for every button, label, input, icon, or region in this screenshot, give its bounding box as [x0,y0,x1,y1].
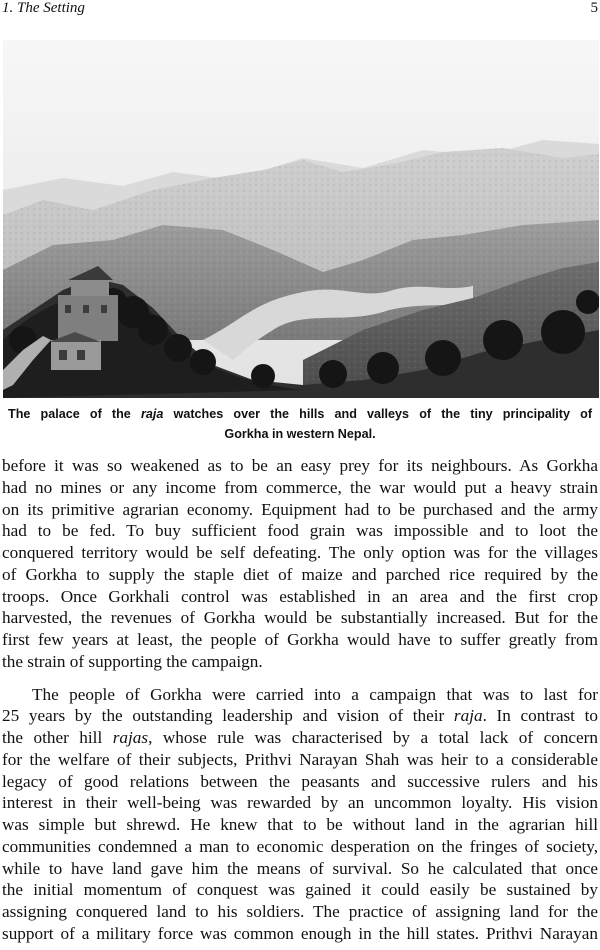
body-line: assigning conquered land to his soldiers. The practice of assigning land for the [2,902,598,921]
body-line: the initial momentum of conquest was gained it could easily be sustained by [2,880,598,900]
caption-line-1: The palace of the raja watches over the hills and valleys of the tiny principality of [8,407,593,421]
body-line: had to be fed. To buy sufficient food grain was impossible and to loot the [2,521,598,541]
body-line: interest in their well-being was rewarded by an uncommon loyalty. His vision [2,793,598,813]
paragraph-gap [2,673,598,684]
page-number: 5 [590,0,598,16]
figure-caption [8,404,592,444]
body-line: legacy of good relations between the peasants and successive rulers and his [2,771,598,791]
body-line: communities condemned a man to economic desperation on the fringes of society, [2,836,598,856]
body-line: was simple but shrewd. He knew that to be without land in the agrarian hill [2,815,598,834]
body-line: harvested, the revenues of Gorkha would be substantially increased. But for the [2,608,598,628]
body-line: first few years at least, the people of Gorkha would have to suffer greatly from [2,630,598,649]
body-line: the strain of supporting the campaign. [2,651,263,671]
body-line: The people of Gorkha were carried into a campaign that was to last for [32,684,598,704]
body-line: on its primitive agrarian economy. Equipment had to be purchased and the army [2,499,598,519]
body-line: had no mines or any income from commerce, the war would put a heavy strain [2,477,598,497]
body-line: for the welfare of their subjects, Prithvi Narayan Shah was heir to a considerable [2,749,598,769]
body-line: troops. Once Gorkhali control was established in an area and the first crop [2,586,598,606]
body-line: the other hill rajas, whose rule was characterised by a total lack of concern [2,728,598,747]
chapter-title: 1. The Setting [2,0,85,16]
running-head [2,0,598,18]
body-line: support of a military force was common enough in the hill states. Prithvi Narayan [2,923,598,943]
photograph-gorkha-palace [3,40,599,398]
body-line: before it was so weakened as to be an easy prey for its neighbours. As Gorkha [2,456,598,475]
body-line: while to have land gave him the means of survival. So he calculated that once [2,858,598,878]
caption-line-2: Gorkha in western Nepal. [224,427,376,441]
body-line: conquered territory would be self defeating. The only option was for the villages [2,543,598,562]
landscape-photo [3,40,599,398]
body-line: 25 years by the outstanding leadership and vision of their raja. In contrast to [2,706,598,726]
body-line: of Gorkha to supply the staple diet of maize and parched rice required by the [2,564,598,584]
body-text [2,455,598,945]
